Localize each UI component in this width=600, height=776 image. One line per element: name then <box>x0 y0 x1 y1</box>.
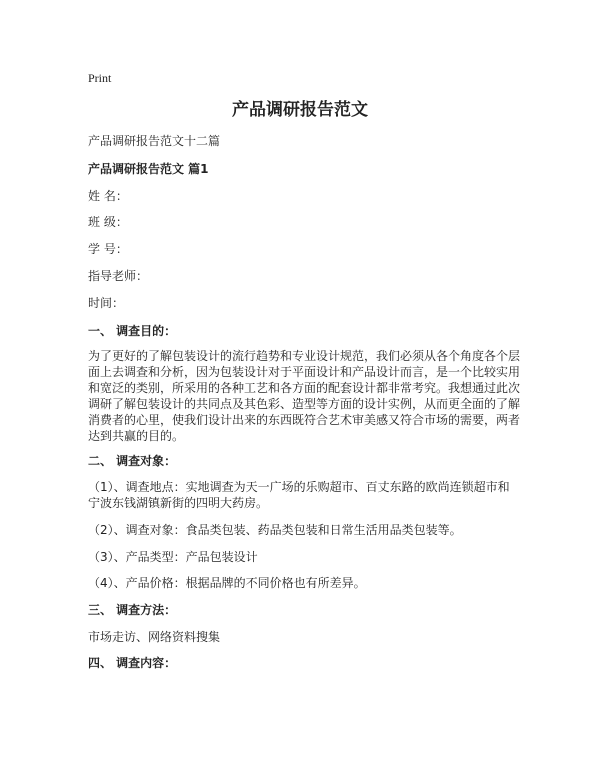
field-name: 姓 名： <box>88 189 128 203</box>
text-line: 达到共赢的目的。 <box>88 429 185 443</box>
text-line: 调研了解包装设计的共同点及其色彩、造型等方面的设计实例，从而更全面的了解 <box>88 397 521 411</box>
heading-purpose: 一、 调查目的： <box>88 324 177 338</box>
heading-content: 四、 调查内容： <box>88 656 177 670</box>
item-subjects: （2）、调查对象：食品类包装、药品类包装和日常生活用品类包装等。 <box>88 523 462 537</box>
text-line: 宁波东钱湖镇新街的四明大药房。 <box>88 496 269 510</box>
document-title: 产品调研报告范文 <box>232 100 368 120</box>
section-heading: 产品调研报告范文 篇1 <box>88 162 209 176</box>
item-location <box>88 479 510 511</box>
field-advisor: 指导老师： <box>88 269 149 283</box>
field-class: 班 级： <box>88 215 128 229</box>
print-label: Print <box>88 71 112 85</box>
text-line: 和宽泛的类别，所采用的各种工艺和各方面的配套设计都非常考究。我想通过此次 <box>88 381 521 395</box>
text-line: 消费者的心里，使我们设计出来的东西既符合艺术审美感又符合市场的需要，两者 <box>88 413 521 427</box>
item-type: （3）、产品类型：产品包装设计 <box>88 550 258 564</box>
text-line: （1）、调查地点：实地调查为天一广场的乐购超市、百丈东路的欧尚连锁超市和 <box>88 480 510 494</box>
field-student-id: 学 号： <box>88 242 128 256</box>
purpose-paragraph <box>88 348 520 444</box>
field-time: 时间： <box>88 296 125 310</box>
text-line: 为了更好的了解包装设计的流行趋势和专业设计规范，我们必须从各个角度各个层 <box>88 349 521 363</box>
text-line: 面上去调查和分析，因为包装设计对于平面设计和产品设计而言，是一个比较实用 <box>88 365 521 379</box>
item-price: （4）、产品价格：根据品牌的不同价格也有所差异。 <box>88 576 366 590</box>
heading-method: 三、 调查方法： <box>88 603 177 617</box>
heading-subjects: 二、 调查对象： <box>88 454 177 468</box>
method-text: 市场走访、网络资料搜集 <box>88 630 221 644</box>
subtitle: 产品调研报告范文十二篇 <box>88 134 221 148</box>
